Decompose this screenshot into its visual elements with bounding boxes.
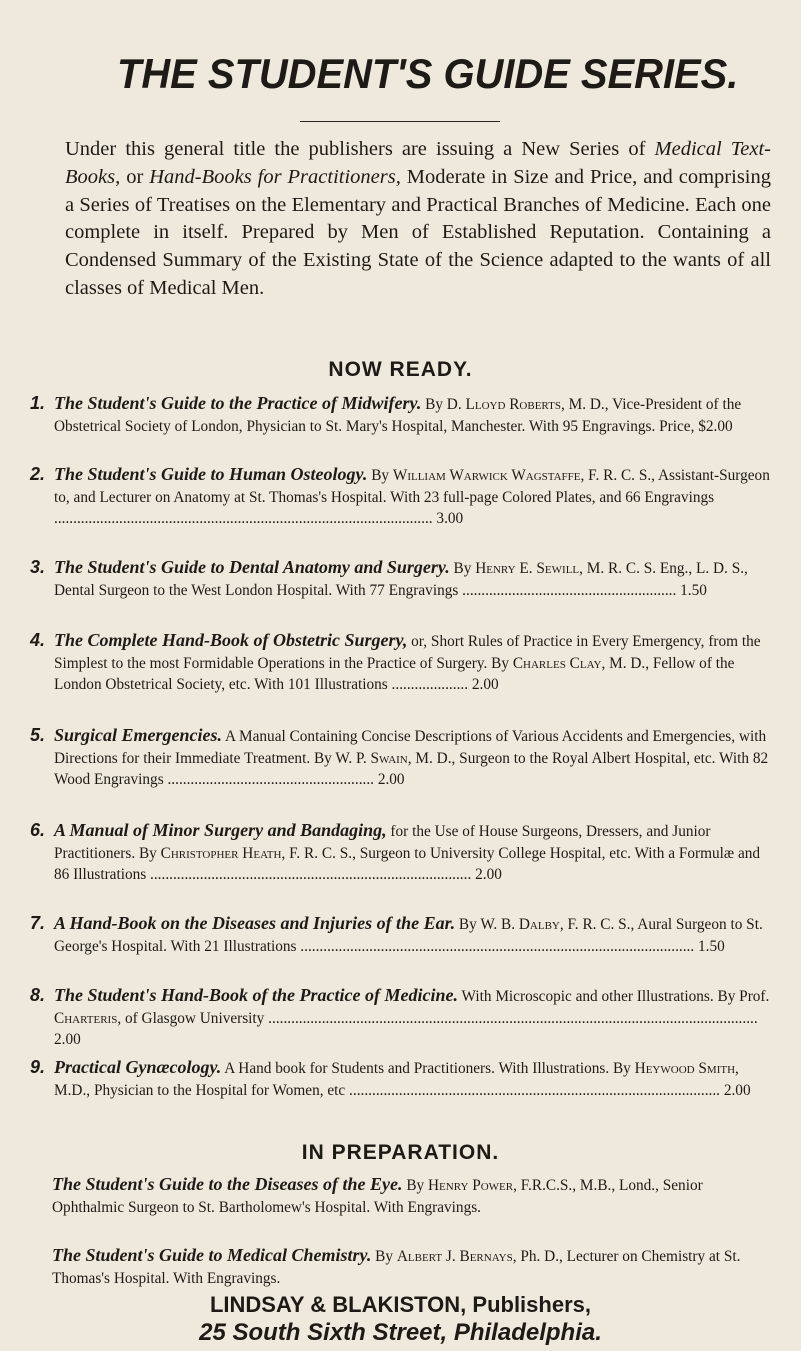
entry-3 [30,557,772,601]
entry-title: The Student's Guide to Human Osteology. [54,464,368,484]
entry-author-prefix: A Manual Containing Concise Descriptions of Various Accidents and Emergencies, with Directions for their Immediate Treatment. By W. P. [54,728,767,767]
entry-title: The Student's Hand-Book of the Practice of Medicine. [54,985,458,1005]
entry-9 [30,1057,772,1101]
prep-description: , Ph. D., Lecturer on Chemistry at St. Thomas's Hospital. With Engravings. [52,1248,741,1287]
entry-price: 2.00 [377,771,405,789]
entry-leader: .................................................................................... [146,866,476,884]
now-ready-heading: NOW READY. [328,358,473,381]
entry-price: 2.00 [475,866,502,884]
in-preparation-heading: IN PREPARATION. [301,1141,500,1164]
entry-description: , of Glasgow University [117,1009,265,1027]
entry-title: Practical Gynæcology. [54,1057,222,1077]
entry-author: Henry E. Sewill [475,560,580,577]
entry-leader: ................................................................................................... [54,510,437,528]
entry-number: 2. [30,464,46,484]
entry-description: , M.D., Physician to the Hospital for Women, etc [54,1060,739,1099]
entry-price: 2.00 [471,676,499,694]
intro-paragraph [65,136,771,303]
entry-author-prefix: or, Short Rules of Practice in Every Emergency, from the Simplest to the most Formidable Operations in the Practice of Surgery. By [54,633,761,672]
entry-description: , F. R. C. S., Aural Surgeon to St. George's Hospital. With 21 Illustrations [54,916,763,955]
entry-number: 8. [30,985,46,1005]
entry-author-prefix: With Microscopic and other Illustrations. By Prof. [457,988,770,1005]
entry-1 [30,393,772,437]
entry-8 [30,985,772,1051]
entry-author: Swain [370,749,408,767]
entry-leader: ................................................................................................. [345,1081,724,1099]
entry-description: , M. D., Surgeon to the Royal Albert Hospital, etc. With 82 Wood Engravings [54,749,769,789]
entry-5 [30,725,772,791]
entry-description: , M. D., Vice-President of the Obstetrical Society of London, Physician to St. Mary's Hospital, Manchester. With 95 Engravings. Price, $2.00 [54,396,742,435]
prep-description: , F.R.C.S., M.B., Lond., Senior Ophthalmic Surgeon to St. Bartholomew's Hospital. With Engravings. [52,1177,703,1216]
entry-title: Surgical Emergencies. [54,725,223,745]
entry-price: 1.50 [698,937,725,955]
entry-author-prefix: A Hand book for Students and Practitioners. With Illustrations. By [221,1060,635,1077]
entry-4 [30,630,772,696]
entry-author: Heywood Smith [634,1060,736,1077]
entry-title: A Manual of Minor Surgery and Bandaging, [54,820,387,840]
entry-author-prefix: for the Use of House Surgeons, Dressers, and Junior Practitioners. By [54,823,711,862]
entry-description: , F. R. C. S., Surgeon to University College Hospital, etc. With a Formulæ and 86 Illustrations [54,844,761,884]
intro-italic-1: Medical Text-Books, [65,138,772,188]
entry-leader: ........................................................ [458,581,681,599]
intro-text-3: Moderate in Size and Price, and comprising a Series of Treatises on the Elementary and Practical Branches of Medicine. Each one complete in itself. Prepared by Men of Established Reputation. Containing a Condensed Summary of the Existing State of the Science adapted to the wants of all classes of Medical Men. [65,165,771,299]
entry-leader: .................... [387,676,472,694]
entry-7 [30,913,772,957]
title-divider [300,121,500,122]
entry-number: 3. [30,557,46,577]
entry-description: , M. D., Fellow of the London Obstetrical Society, etc. With 101 Illustrations [54,654,735,694]
entry-number: 6. [30,820,46,840]
entry-6 [30,820,772,886]
entry-author-prefix: By [449,560,476,577]
page-title: THE STUDENT'S GUIDE SERIES. [117,50,739,97]
entry-price: 2.00 [723,1081,751,1099]
entry-description: , F. R. C. S., Assistant-Surgeon to, and Lecturer on Anatomy at St. Thomas's Hospital. With 23 full-page Colored Plates, and 66 Engravings [54,467,770,506]
entry-author-prefix: By D. [421,396,466,413]
entry-title: A Hand-Book on the Diseases and Injuries of the Ear. [54,913,456,933]
entry-author: Charles Clay [512,654,602,672]
entry-price: 2.00 [54,1031,81,1049]
prep-title: The Student's Guide to the Diseases of the Eye. [52,1174,403,1194]
intro-text-2: or [120,165,150,188]
entry-description: , M. R. C. S. Eng., L. D. S., Dental Surgeon to the West London Hospital. With 77 Engravings [54,560,748,599]
entry-number: 5. [30,725,46,745]
prep-author-prefix: By [402,1177,428,1194]
prep-author: Henry Power [428,1177,514,1194]
publisher-name: LINDSAY & BLAKISTON, Publishers, [209,1292,591,1317]
entry-leader: ....................................................................................................... [296,937,699,955]
entry-number: 1. [30,393,46,413]
entry-title: The Student's Guide to Dental Anatomy and Surgery. [54,557,450,577]
intro-text-1: Under this general title the publishers are issuing a New Series of [65,138,655,160]
prep-author: Albert J. Bernays [396,1248,513,1265]
intro-italic-2: Hand-Books for Practitioners, [149,165,401,188]
entry-2 [30,464,772,530]
entry-author: Christopher Heath [160,844,282,862]
entry-author: Dalby [518,916,560,933]
preparation-item-1 [52,1174,772,1218]
entry-number: 4. [30,630,46,650]
entry-title: The Complete Hand-Book of Obstetric Surgery, [54,630,408,650]
entry-title: The Student's Guide to the Practice of Midwifery. [54,393,422,413]
preparation-item-2 [52,1245,772,1289]
entry-price: 1.50 [680,581,707,599]
entry-leader: ................................................................................................................................ [264,1009,758,1027]
publisher-address: 25 South Sixth Street, Philadelphia. [199,1319,602,1346]
entry-author: Lloyd Roberts [465,396,561,413]
entry-author: William Warwick Wagstaffe [392,467,581,484]
entry-author-prefix: By [367,467,393,484]
entry-number: 7. [30,913,46,933]
prep-title: The Student's Guide to Medical Chemistry. [52,1245,372,1265]
entry-price: 3.00 [436,510,464,528]
entry-author: Charteris [54,1009,118,1027]
entry-author-prefix: By W. B. [455,916,519,933]
entry-leader: ...................................................... [163,771,378,789]
entry-number: 9. [30,1057,46,1077]
prep-author-prefix: By [371,1248,397,1265]
